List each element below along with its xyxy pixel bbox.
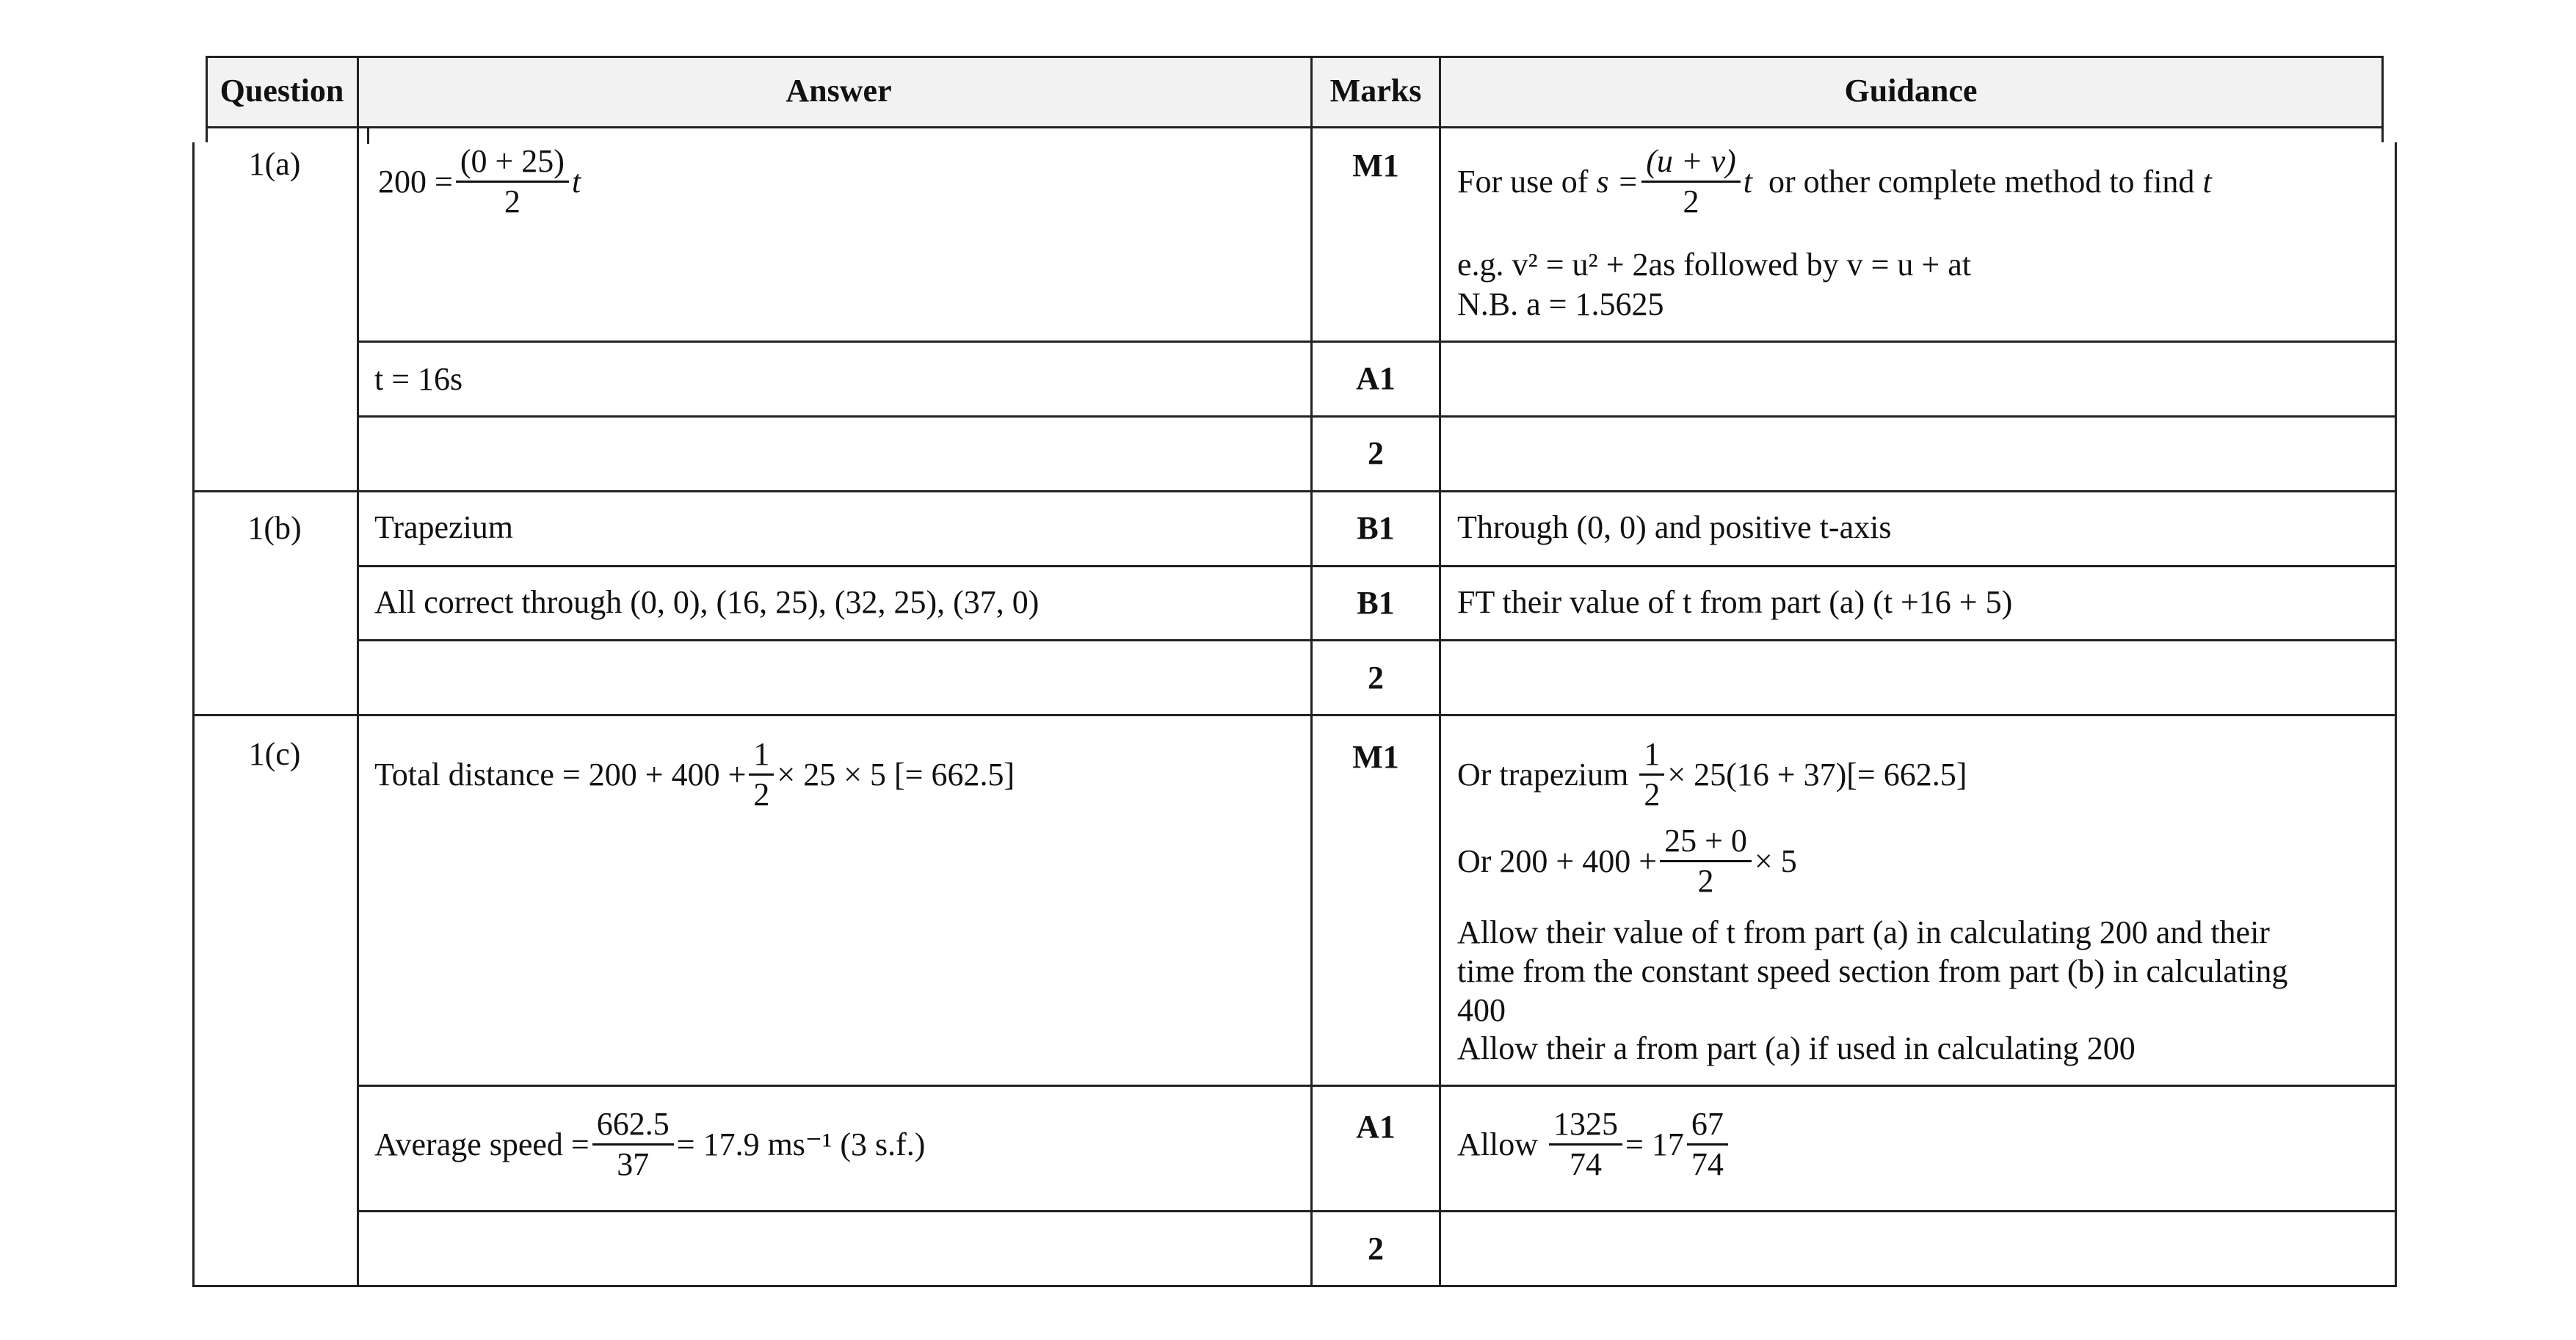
divider [357, 1085, 2396, 1087]
fraction [1687, 1107, 1728, 1182]
mark-1b-total: 2 [1368, 660, 1384, 696]
guidance-1c-line5: 400 [1457, 992, 1506, 1028]
guidance-1b-line2: FT their value of t from part (a) (t +16 + 5) [1457, 584, 2013, 620]
answer-text: Total distance = 200 + 400 + [374, 756, 747, 793]
mark-1c-m1: M1 [1352, 739, 1399, 775]
answer-text: = 17.9 ms⁻¹ (3 s.f.) [676, 1126, 926, 1162]
fraction [1549, 1107, 1622, 1182]
fraction-numerator: 67 [1687, 1107, 1728, 1146]
fraction-numerator [1641, 144, 1741, 183]
fraction-denominator: 2 [504, 183, 520, 219]
guidance-1c-line7 [1457, 1107, 1731, 1182]
divider [207, 56, 2383, 58]
fraction-numerator: 1 [1639, 737, 1664, 776]
divider [357, 1210, 2396, 1212]
guidance-1c-line6: Allow their a from part (a) if used in calculating 200 [1457, 1030, 2136, 1066]
guidance-text: × 5 [1754, 842, 1797, 879]
variable-t: t [2202, 163, 2212, 200]
divider [192, 490, 2396, 492]
answer-1a-equation [378, 144, 581, 219]
mark-1c-a1: A1 [1356, 1109, 1396, 1145]
answer-1b-points: All correct through (0, 0), (16, 25), (32, 25), (37, 0) [374, 584, 1040, 620]
fraction-denominator: 74 [1570, 1146, 1602, 1182]
answer-1a-result: t = 16s [374, 361, 463, 397]
divider [357, 415, 2396, 418]
fraction [1639, 737, 1664, 812]
header-guidance: Guidance [1844, 73, 1978, 109]
fraction [749, 737, 774, 812]
answer-1c-distance [374, 737, 1015, 812]
divider [2381, 56, 2384, 142]
fraction [1660, 823, 1752, 899]
guidance-1a-line3: N.B. a = 1.5625 [1457, 286, 1664, 322]
variable-t: t [571, 163, 581, 200]
guidance-text: Allow [1457, 1126, 1538, 1162]
question-label-1a: 1(a) [248, 146, 301, 182]
divider [192, 714, 2396, 716]
divider [192, 1285, 2396, 1287]
mark-1a-total: 2 [1368, 435, 1384, 471]
fraction-denominator: 2 [753, 776, 770, 812]
guidance-1c-line2 [1457, 823, 1797, 899]
header-answer: Answer [786, 73, 892, 109]
equation-lhs: 200 = [378, 163, 453, 200]
fraction [592, 1107, 674, 1182]
guidance-1a-line2: e.g. v² = u² + 2as followed by v = u + at [1457, 247, 1971, 283]
header-question: Question [219, 73, 344, 109]
guidance-1c-line3: Allow their value of t from part (a) in calculating 200 and their [1457, 914, 2270, 950]
answer-text: Average speed = [374, 1126, 589, 1162]
divider [207, 126, 2383, 128]
guidance-text: or other complete method to find [1768, 163, 2195, 200]
fraction-denominator: 2 [1683, 183, 1699, 219]
fraction [456, 144, 569, 219]
answer-1b-shape: Trapezium [374, 509, 514, 545]
fraction-numerator: 1325 [1549, 1107, 1622, 1146]
fraction-denominator: 2 [1644, 776, 1661, 812]
guidance-text: = 17 [1625, 1126, 1684, 1162]
guidance-1b-line1: Through (0, 0) and positive t-axis [1457, 509, 1892, 545]
fraction-denominator: 74 [1691, 1146, 1724, 1182]
divider [357, 341, 2396, 343]
guidance-1c-line4: time from the constant speed section from part (b) in calculating [1457, 953, 2288, 989]
answer-text: × 25 × 5 [= 662.5] [777, 756, 1015, 793]
guidance-text: Or 200 + 400 + [1457, 842, 1658, 879]
fraction-numerator: (0 + 25) [456, 144, 569, 183]
mark-1b-b1-first: B1 [1357, 510, 1395, 546]
mark-1a-a1: A1 [1356, 360, 1396, 396]
fraction-numerator: 25 + 0 [1660, 823, 1752, 862]
guidance-text: For use of [1457, 163, 1589, 200]
fraction-numerator-text: (u + v) [1646, 143, 1736, 179]
question-label-1b: 1(b) [247, 510, 302, 546]
fraction-numerator: 1 [749, 737, 774, 776]
fraction [1641, 144, 1741, 219]
answer-1c-speed [374, 1107, 925, 1182]
guidance-text: Or trapezium [1457, 756, 1629, 793]
header-marks: Marks [1329, 73, 1422, 109]
guidance-1a-line1 [1457, 144, 2212, 219]
mark-1b-b1-second: B1 [1357, 585, 1395, 621]
fraction-denominator: 2 [1697, 863, 1714, 899]
variable-t: t [1743, 163, 1753, 200]
equation-lhs: s = [1596, 163, 1639, 200]
divider [367, 126, 369, 144]
fraction-denominator: 37 [617, 1146, 650, 1182]
guidance-1c-line1 [1457, 737, 1967, 812]
mark-1a-m1: M1 [1352, 148, 1399, 183]
question-label-1c: 1(c) [248, 736, 301, 772]
divider [357, 56, 359, 1287]
fraction-numerator: 662.5 [592, 1107, 674, 1146]
guidance-text: × 25(16 + 37)[= 662.5] [1667, 756, 1967, 793]
mark-1c-total: 2 [1368, 1231, 1384, 1267]
divider [357, 639, 2396, 641]
divider [357, 565, 2396, 567]
